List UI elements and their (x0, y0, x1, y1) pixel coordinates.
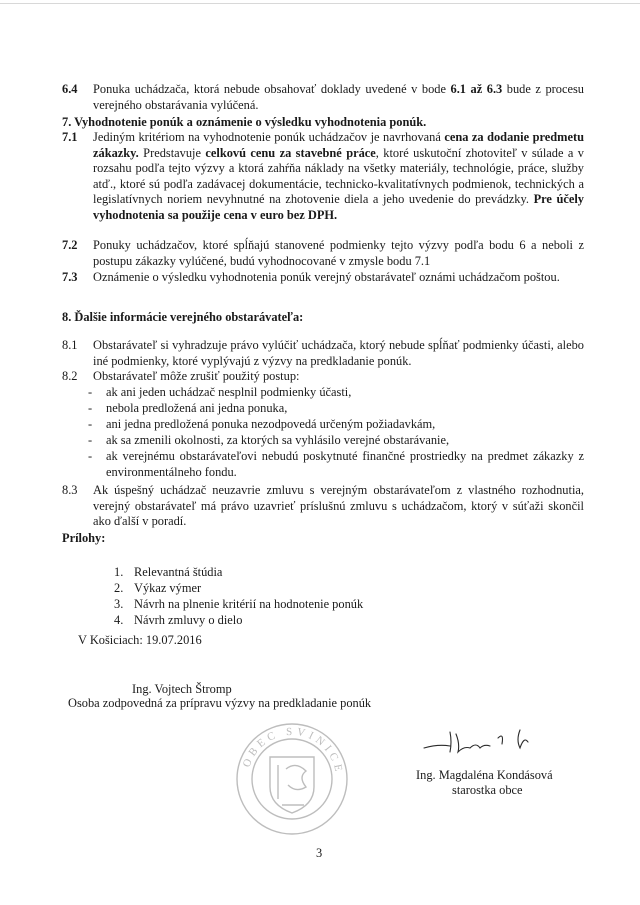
annex-item: 2. Výkaz výmer (114, 581, 202, 595)
list-item: - ak ani jeden uchádzač nesplnil podmienky účasti, (88, 385, 352, 399)
handwritten-signature (420, 722, 560, 762)
annex-item: 1. Relevantná štúdia (114, 565, 223, 579)
mayor-name: Ing. Magdaléna Kondásová (416, 768, 553, 782)
preparer-name: Ing. Vojtech Štromp (132, 682, 232, 696)
section-8-1 (62, 338, 584, 369)
section-text: Ak úspešný uchádzač neuzavrie zmluvu s verejným obstarávateľom z vlastného rozhodnutia, verejný obstarávateľ má právo uzavrieť príslušnú zmluvu s uchádzačom, ktorý v súťaži skončil ako ďalší v poradí. (93, 483, 584, 529)
list-item: - ak sa zmenili okolnosti, za ktorých sa vyhlásilo verejné obstarávanie, (88, 433, 450, 447)
section-text: Oznámenie o výsledku vyhodnotenia ponúk verejný obstarávateľ oznámi uchádzačom poštou. (93, 270, 560, 284)
section-7-3 (62, 270, 584, 286)
section-number: 7.2 (62, 238, 78, 252)
annex-item: 3. Návrh na plnenie kritérií na hodnotenie ponúk (114, 597, 364, 611)
section-text: Obstarávateľ si vyhradzuje právo vylúčiť uchádzača, ktorý nebude spĺňať podmienky účasti, alebo iné podmienky, ktoré vyplývajú z výzvy na predkladanie ponúk. (93, 338, 584, 368)
section-7-2 (62, 238, 584, 269)
section-number: 8.2 (62, 369, 78, 383)
place-date: V Košiciach: 19.07.2016 (78, 633, 202, 647)
section-number: 8.3 (62, 483, 78, 497)
list-item: - ak verejnému obstarávateľovi nebudú poskytnuté finančné prostriedky na predmet zákazky z environmentálneho fondu. (88, 449, 584, 479)
section-7-1 (62, 130, 584, 224)
section-number: 6.4 (62, 82, 78, 96)
annexes-heading: Prílohy: (62, 531, 106, 545)
section-8-heading: 8. Ďalšie informácie verejného obstarávateľa: (62, 310, 304, 324)
list-item: - ani jedna predložená ponuka nezodpovedá určeným požiadavkám, (88, 417, 436, 431)
mayor-role: starostka obce (452, 783, 523, 797)
section-7-heading: 7. Vyhodnotenie ponúk a oznámenie o výsledku vyhodnotenia ponúk. (62, 115, 427, 129)
section-8-3 (62, 483, 584, 530)
annex-item: 4. Návrh zmluvy o dielo (114, 613, 243, 627)
svg-text:OBEC SVINICE: OBEC SVINICE (240, 725, 346, 777)
page-number: 3 (316, 846, 323, 860)
list-item: - nebola predložená ani jedna ponuka, (88, 401, 288, 415)
section-number: 7.3 (62, 270, 78, 284)
section-text: Jediným kritériom na vyhodnotenie ponúk uchádzačov je navrhovaná cena za dodanie predmetu zákazky. Predstavuje celkovú cenu za stavebné práce, ktoré uskutoční zhotoviteľ v súlade a v rozsahu podľa tejto výzvy a ktorá zahŕňa náklady na všetky materiály, technológie, práce, služby atď., ktoré sú podľa zadávacej dokumentácie, technicko-kvalitatívnych podmienok, technických a legislatívnych noriem nevyhnutné na zhotovenie diela a jeho uvedenie do prevádzky. Pre účely vyhodnotenia sa použije cena v euro bez DPH. (93, 130, 584, 222)
section-number: 7.1 (62, 130, 78, 144)
section-6-4 (62, 82, 584, 113)
section-text: Ponuky uchádzačov, ktoré spĺňajú stanovené podmienky tejto výzvy podľa bodu 6 a neboli z postupu zákazky vylúčené, budú vyhodnocované v zmysle bodu 7.1 (93, 238, 584, 268)
section-8-2 (62, 369, 584, 385)
section-text: Ponuka uchádzača, ktorá nebude obsahovať doklady uvedené v bode 6.1 až 6.3 bude z procesu verejného obstarávania vylúčená. (93, 82, 584, 112)
scan-edge-line (0, 3, 640, 4)
section-number: 8.1 (62, 338, 78, 352)
preparer-role: Osoba zodpovedná za prípravu výzvy na predkladanie ponúk (68, 696, 372, 710)
section-text: Obstarávateľ môže zrušiť použitý postup: (93, 369, 300, 383)
municipal-seal-stamp (234, 721, 350, 837)
